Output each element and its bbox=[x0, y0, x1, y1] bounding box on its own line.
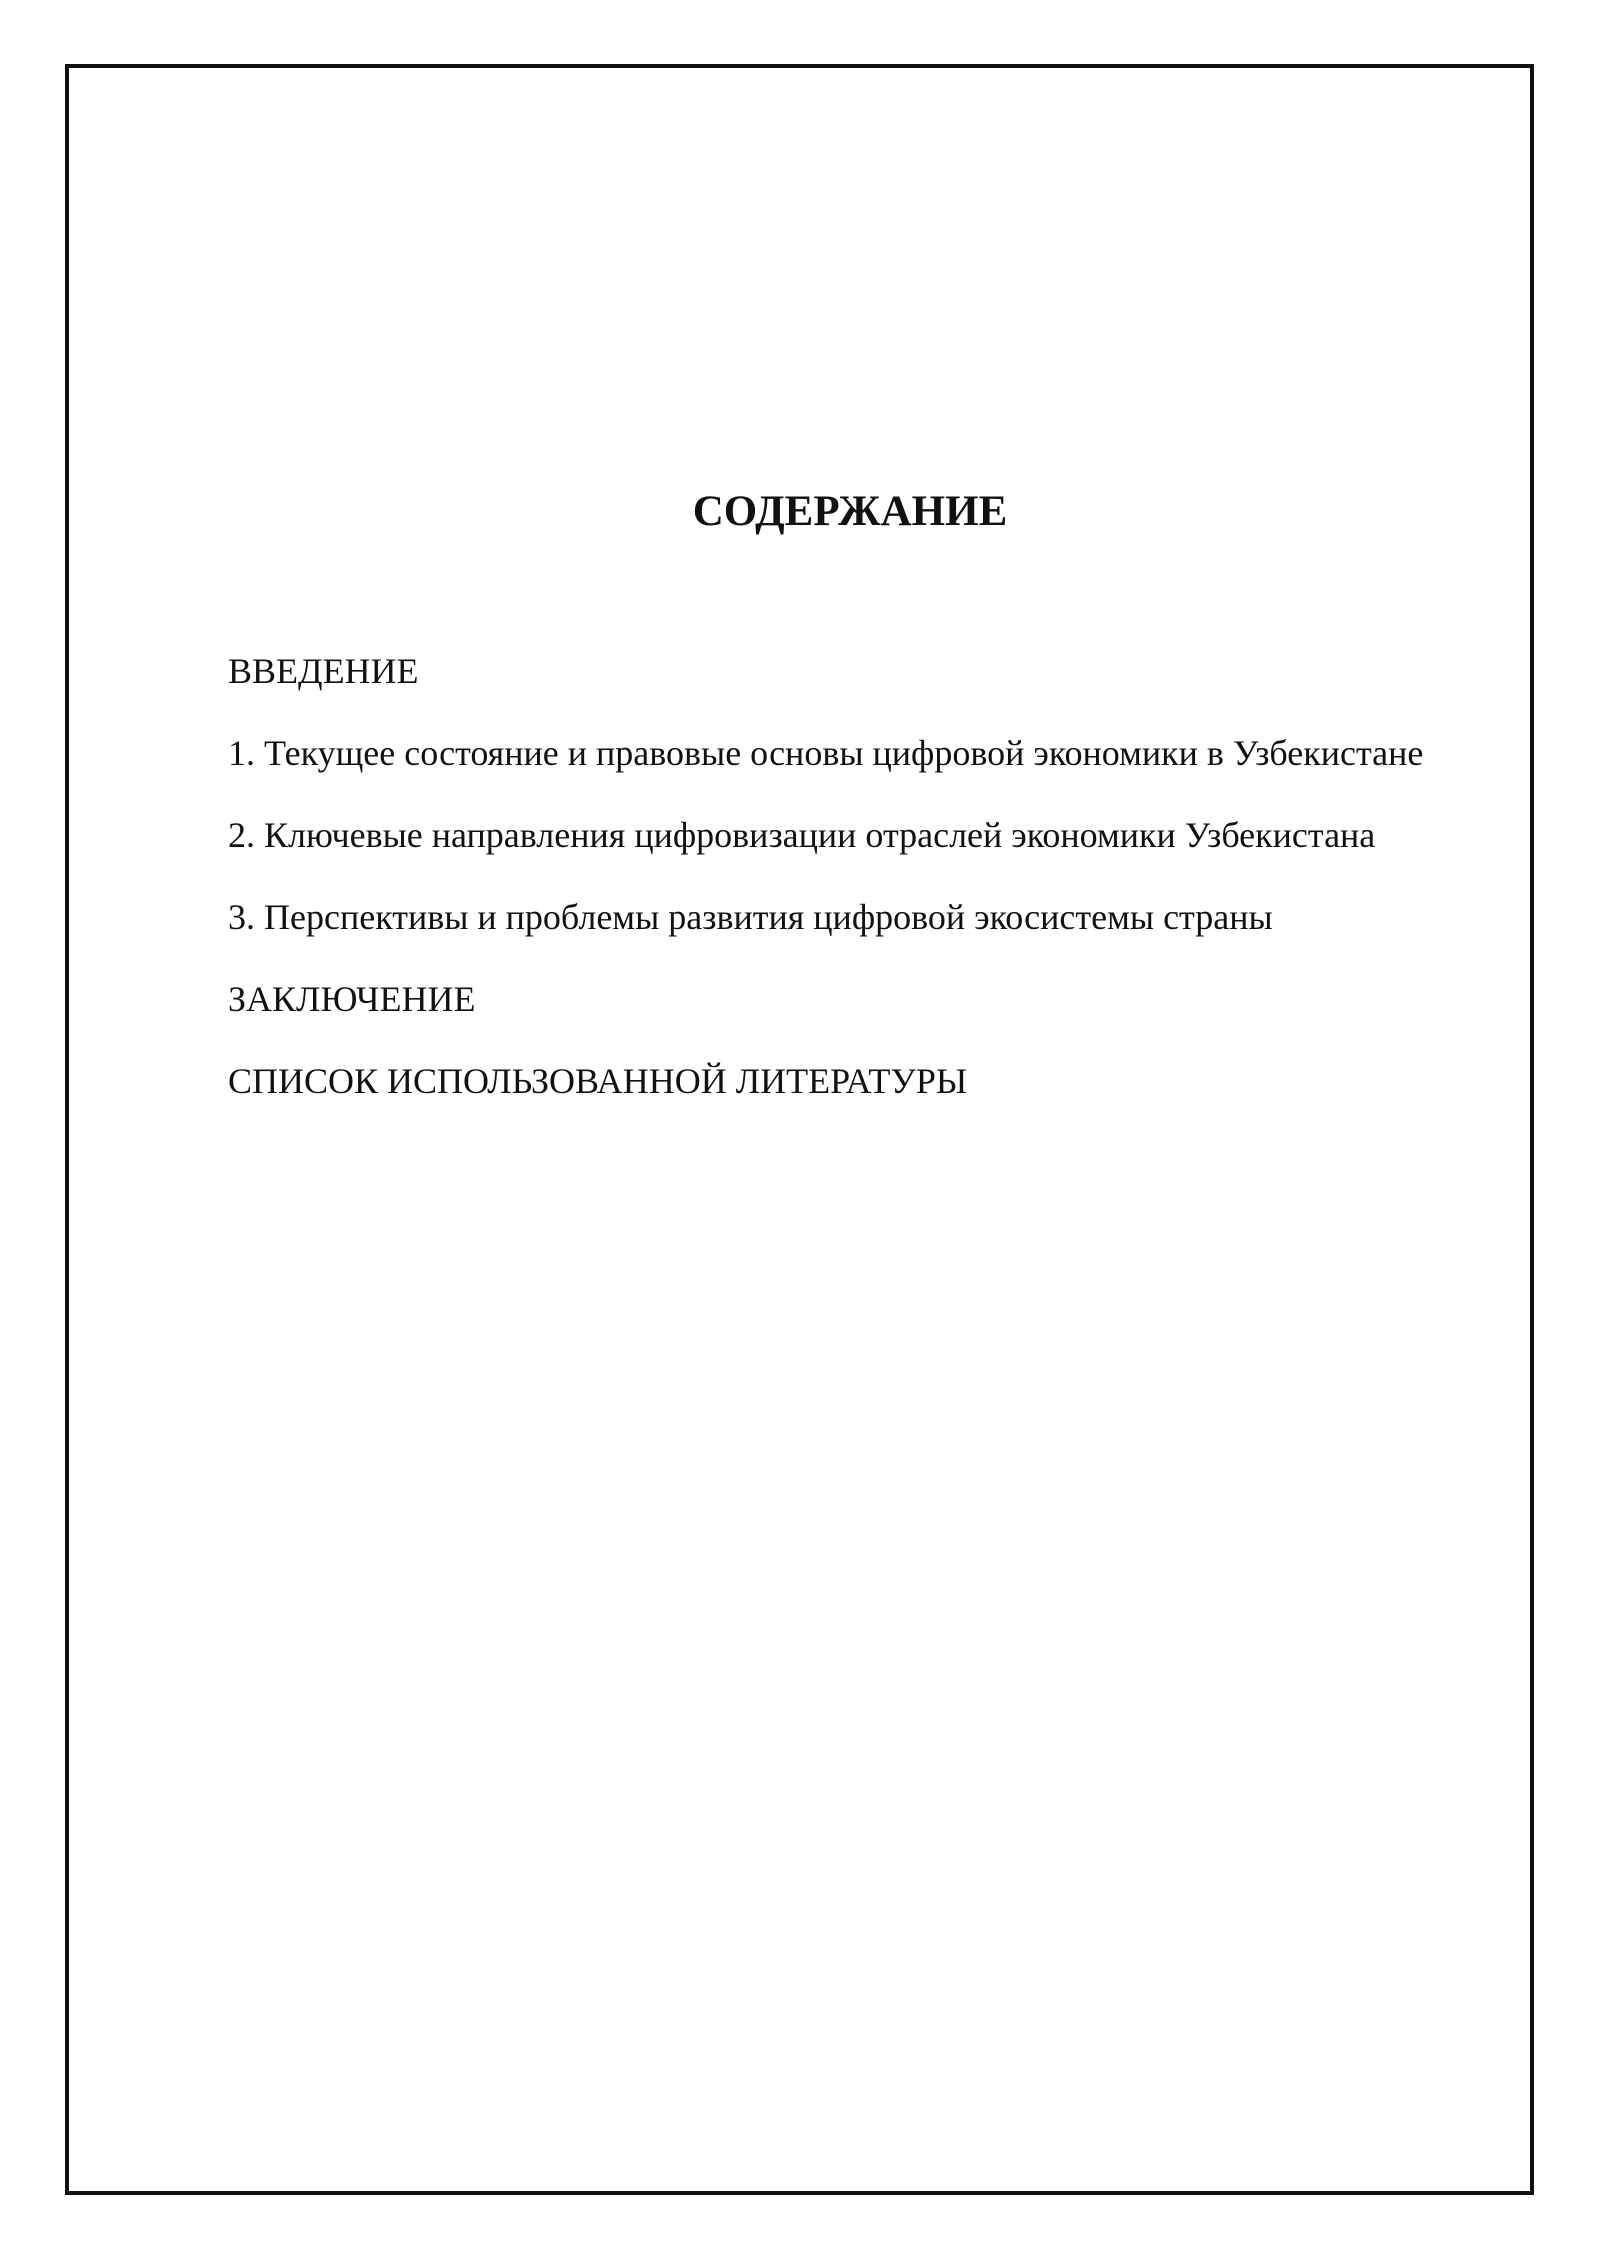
toc-item-references: СПИСОК ИСПОЛЬЗОВАННОЙ ЛИТЕРАТУРЫ bbox=[228, 1061, 968, 1101]
toc-item-conclusion: ЗАКЛЮЧЕНИЕ bbox=[228, 979, 476, 1019]
page-title: СОДЕРЖАНИЕ bbox=[692, 487, 1008, 535]
toc-item-chapter-3: 3. Перспективы и проблемы развития цифровой экосистемы страны bbox=[228, 897, 1273, 937]
toc-item-chapter-2: 2. Ключевые направления цифровизации отраслей экономики Узбекистана bbox=[228, 815, 1376, 855]
table-of-contents bbox=[228, 640, 1458, 1132]
toc-item-introduction: ВВЕДЕНИЕ bbox=[228, 651, 419, 691]
toc-item-chapter-1: 1. Текущее состояние и правовые основы цифровой экономики в Узбекистане bbox=[228, 733, 1424, 773]
